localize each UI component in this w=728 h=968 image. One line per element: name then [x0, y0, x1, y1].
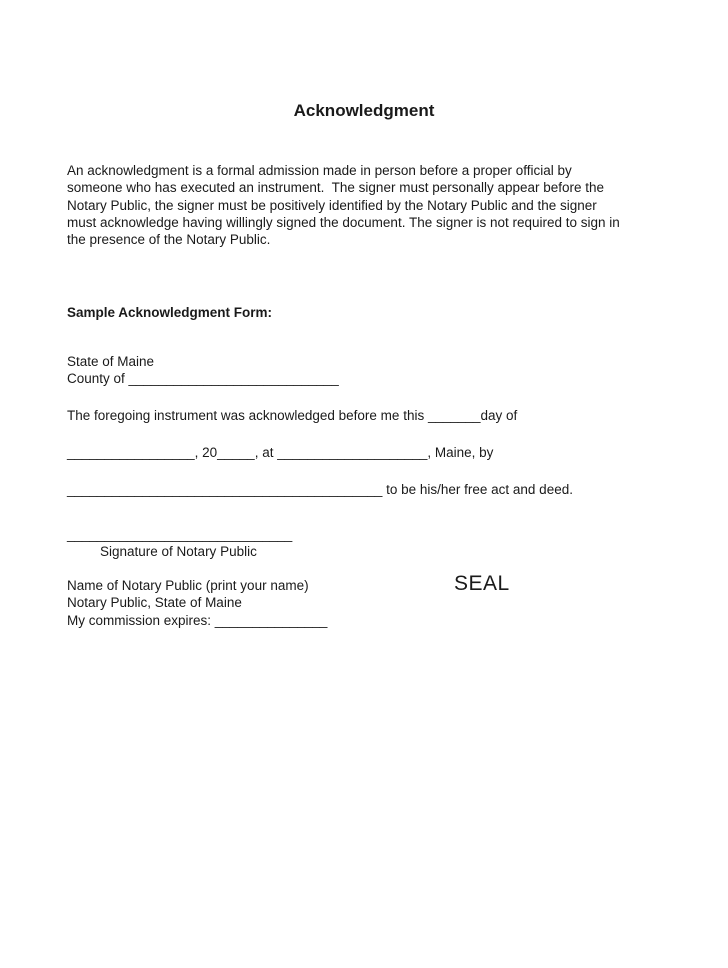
intro-line: someone who has executed an instrument. The signer must personally appear before the: [67, 180, 605, 196]
signature-block: [67, 526, 668, 561]
notary-title-line: Notary Public, State of Maine: [67, 595, 242, 611]
intro-line: must acknowledge having willingly signed the document. The signer is not required to sign in: [67, 214, 620, 230]
notary-name-line: Name of Notary Public (print your name): [67, 578, 309, 593]
signature-caption: Signature of Notary Public: [100, 544, 257, 560]
free-act-and-deed-line: __________________________________________ to be his/her free act and deed.: [67, 482, 573, 497]
notary-signature-line: ______________________________: [67, 527, 293, 542]
intro-line: Notary Public, the signer must be positively identified by the Notary Public and the signer: [67, 197, 597, 213]
county-line-with-blank: County of ____________________________: [67, 371, 339, 387]
intro-paragraph: [67, 162, 668, 248]
state-line: State of Maine: [67, 354, 155, 369]
intro-line: the presence of the Notary Public.: [67, 232, 271, 248]
seal-placeholder-label: SEAL: [454, 572, 510, 595]
page-title: Acknowledgment: [293, 101, 435, 120]
intro-line: An acknowledgment is a formal admission made in person before a proper official by: [67, 163, 572, 178]
commission-expires-line: My commission expires: _______________: [67, 612, 328, 628]
venue-block: [67, 353, 668, 388]
sample-form-heading: Sample Acknowledgment Form:: [67, 305, 273, 320]
acknowledged-before-me-line: The foregoing instrument was acknowledged before me this _______day of: [67, 408, 518, 423]
date-and-place-line: _________________, 20_____, at ____________________, Maine, by: [67, 445, 494, 460]
notary-identity-block: [67, 577, 668, 629]
